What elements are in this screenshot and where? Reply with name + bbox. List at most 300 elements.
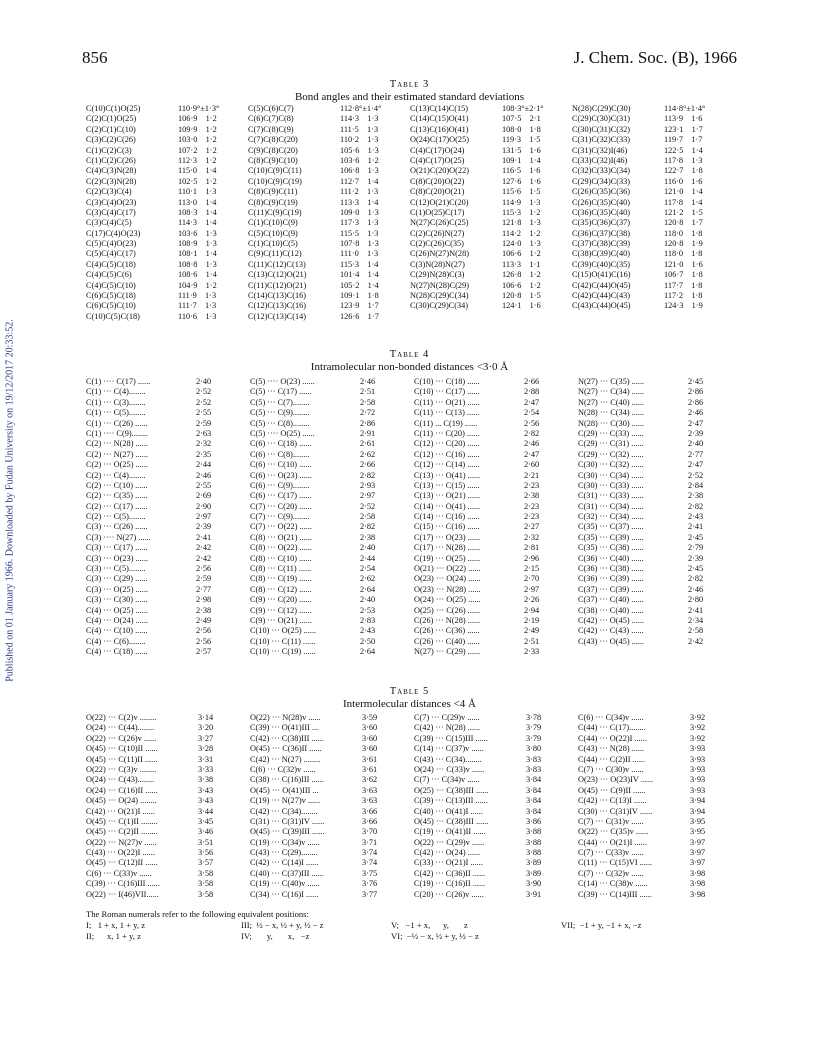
- table-cell-label: C(2) ··· C(17) ......: [86, 501, 148, 511]
- table-cell-label: C(15)O(41)C(16): [572, 270, 631, 280]
- position-entry: III; ½ − x, ½ + y, ½ − z: [241, 920, 324, 930]
- table-cell-value: 2·19: [524, 615, 540, 625]
- table-cell-label: C(7) ··· C(34)v ......: [414, 775, 480, 785]
- table-cell-label: C(9) ··· O(21) ......: [250, 615, 312, 625]
- table-cell-value: 3·74: [362, 858, 378, 868]
- table-cell-value: 2·58: [688, 626, 704, 636]
- table-cell-label: C(38)C(39)C(40): [572, 249, 631, 259]
- table-cell-label: C(17)C(4)O(23): [86, 228, 141, 238]
- table-cell-label: C(42)C(44)O(45): [572, 280, 631, 290]
- table-cell-label: C(5) ···· O(23) ......: [250, 377, 315, 386]
- table-cell-value: 103·0 1·2: [178, 135, 217, 145]
- table-cell-value: 2·41: [196, 532, 212, 542]
- table-cell-value: 109·1 1·8: [340, 291, 379, 301]
- table5-col3-labels: [578, 713, 690, 900]
- table-cell-label: C(42) ··· C(14)I ......: [250, 858, 319, 868]
- table3-label: Table 3: [389, 79, 430, 90]
- table-cell-label: C(2) ··· N(27) ......: [86, 449, 148, 459]
- table-cell-label: C(19) ··· N(27)v ......: [250, 796, 321, 806]
- table3-caption: [82, 78, 737, 104]
- table-cell-label: C(42) ··· N(28) ......: [414, 723, 481, 733]
- table-cell-value: 106·6 1·2: [502, 280, 541, 290]
- page-header: [82, 48, 737, 72]
- position-entry: VI; −½ − x, ½ + y, ½ − z: [391, 931, 479, 941]
- table-cell-label: C(1)C(2)C(26): [86, 155, 136, 165]
- table-cell-value: 104·9 1·2: [178, 280, 217, 290]
- table-cell-value: 2·58: [360, 397, 376, 407]
- table-cell-label: C(5) ··· C(8)........: [250, 418, 310, 428]
- table-cell-value: 3·86: [526, 816, 542, 826]
- table-cell-label: N(27) ··· C(34) ......: [578, 387, 645, 397]
- table-cell-label: C(42) ··· C(38)III ......: [250, 733, 324, 743]
- table-cell-label: C(14) ··· O(41) ......: [414, 501, 481, 511]
- table-cell-label: C(8)C(20)O(22): [410, 176, 465, 186]
- table-cell-label: C(3)C(4)C(5): [86, 218, 132, 228]
- table5-col2-values: [526, 713, 578, 900]
- table-cell-value: 2·45: [688, 564, 704, 574]
- table-cell-value: 3·79: [526, 733, 542, 743]
- table-cell-value: 2·32: [524, 532, 540, 542]
- table-cell-value: 112·7 1·4: [340, 176, 379, 186]
- table-cell-value: 3·95: [690, 816, 706, 826]
- table-cell-value: 2·69: [196, 491, 212, 501]
- table-cell-value: 2·56: [196, 564, 212, 574]
- table-cell-value: 2·47: [688, 460, 704, 470]
- table-cell-label: O(22) ··· N(28)v ......: [250, 713, 321, 722]
- table-cell-value: 103·6 1·3: [178, 228, 217, 238]
- table5-col1-values: [362, 713, 414, 900]
- table-cell-value: 3·63: [362, 796, 378, 806]
- table-cell-value: 2·33: [524, 647, 540, 657]
- table-cell-value: 2·46: [524, 439, 540, 449]
- table-cell-value: 3·62: [362, 775, 378, 785]
- table-cell-value: 2·42: [688, 636, 704, 646]
- table-cell-value: 3·61: [362, 754, 378, 764]
- table-cell-value: 3·94: [690, 806, 706, 816]
- table-cell-label: C(43) ··· O(45) ......: [578, 636, 645, 646]
- table-cell-value: 3·58: [198, 868, 214, 878]
- table-cell-label: C(39) ··· C(15)III ......: [414, 733, 488, 743]
- table-cell-value: 3·93: [690, 754, 706, 764]
- table-cell-label: C(43)C(44)O(45): [572, 301, 631, 311]
- table-cell-value: 111·2 1·3: [340, 187, 379, 197]
- table-cell-label: O(21) ··· O(22) ......: [414, 564, 481, 574]
- table-cell-value: 2·38: [524, 491, 540, 501]
- journal-title: J. Chem. Soc. (B), 1966: [573, 48, 737, 67]
- table-cell-label: C(1) ··· C(3)........: [86, 397, 146, 407]
- table-cell-label: C(5) ··· C(7)........: [250, 397, 310, 407]
- table-cell-value: 2·35: [196, 449, 212, 459]
- table-cell-value: 2·63: [196, 428, 212, 438]
- table-cell-value: 2·55: [196, 480, 212, 490]
- table-cell-value: 3·98: [690, 868, 706, 878]
- table-cell-value: 2·84: [688, 480, 704, 490]
- table-cell-value: 3·43: [198, 785, 214, 795]
- table-cell-label: C(4)C(5)C(10): [86, 280, 136, 290]
- table-cell-label: C(31)C(32)I(46): [572, 145, 628, 155]
- table-cell-label: C(30) ··· C(32) ......: [578, 460, 644, 470]
- table-cell-value: 124·0 1·3: [502, 239, 541, 249]
- table-cell-label: C(1) ··· C(26) ......: [86, 418, 148, 428]
- table-cell-value: 3·88: [526, 848, 542, 858]
- table-cell-label: C(44) ··· O(21)I ......: [578, 837, 647, 847]
- position-entry: V; −1 + x, y, z: [391, 920, 468, 930]
- table-cell-value: 2·40: [360, 543, 376, 553]
- table-cell-value: 110·2 1·3: [340, 135, 379, 145]
- table-cell-label: O(22) ··· C(35)v ......: [578, 827, 649, 837]
- table-cell-value: 2·86: [688, 397, 704, 407]
- table-cell-value: 119·7 1·7: [664, 135, 703, 145]
- table-cell-value: 2·23: [524, 512, 540, 522]
- table-cell-label: N(28)C(29)C(30): [572, 104, 631, 113]
- table-cell-value: 3·94: [690, 796, 706, 806]
- table-cell-value: 3·84: [526, 775, 542, 785]
- table-cell-label: C(30) ··· C(31)IV ......: [578, 806, 653, 816]
- table-cell-label: C(13)C(16)O(41): [410, 124, 469, 134]
- table-cell-label: C(6) ··· C(10) ......: [250, 460, 312, 470]
- table-cell-value: 3·57: [198, 858, 214, 868]
- table-cell-value: 2·45: [688, 532, 704, 542]
- table-cell-label: C(10) ··· C(11) ......: [250, 636, 316, 646]
- table3-bond-angles: [86, 104, 746, 322]
- table-cell-label: C(29) ··· C(33) ......: [578, 428, 644, 438]
- table-cell-label: C(12) ··· C(16) ......: [414, 449, 480, 459]
- table-cell-value: 3·93: [690, 764, 706, 774]
- table-cell-value: 2·97: [524, 584, 540, 594]
- table-cell-label: O(22) ··· C(3)v ........: [86, 764, 157, 774]
- table-cell-label: N(27)C(26)C(25): [410, 218, 469, 228]
- table-cell-label: C(4) ··· C(6)........: [86, 636, 146, 646]
- table-cell-label: C(35) ··· C(37) ......: [578, 522, 644, 532]
- table-cell-value: 2·97: [196, 512, 212, 522]
- table4-col3-values: [688, 377, 742, 658]
- table-cell-value: 3·66: [362, 816, 378, 826]
- table4-col1-labels: [250, 377, 360, 658]
- table-cell-value: 3·84: [526, 785, 542, 795]
- table-cell-label: C(4)C(17)O(25): [410, 155, 465, 165]
- table-cell-label: C(30)C(31)C(32): [572, 124, 631, 134]
- table-cell-value: 3·46: [198, 827, 214, 837]
- table-cell-value: 3·59: [362, 713, 378, 722]
- table-cell-value: 117·8 1·3: [664, 155, 703, 165]
- table4-col3-labels: [578, 377, 688, 658]
- table-cell-label: C(36) ··· C(38) ......: [578, 564, 644, 574]
- table-cell-label: C(19) ··· C(16)II ......: [414, 879, 486, 889]
- table-cell-label: O(23) ··· N(28) ......: [414, 584, 481, 594]
- table-cell-value: 112·3 1·2: [178, 155, 217, 165]
- table-cell-label: C(5)C(4)O(23): [86, 239, 137, 249]
- table-cell-label: C(7)C(8)C(9): [248, 124, 294, 134]
- table-cell-label: C(26) ··· N(28) ......: [414, 615, 481, 625]
- table-cell-label: C(1) ···· C(9)........: [86, 428, 149, 438]
- table5-col3-values: [690, 713, 742, 900]
- table-cell-label: C(7) ··· O(22) ......: [250, 522, 312, 532]
- table-cell-label: O(24) ··· C(33)v ......: [414, 764, 485, 774]
- table-cell-value: 126·6 1·7: [340, 311, 379, 321]
- table-cell-value: 2·81: [524, 543, 540, 553]
- table-cell-label: C(8)C(9)C(11): [248, 187, 298, 197]
- table5-caption: [82, 685, 737, 711]
- table-cell-value: 3·45: [198, 816, 214, 826]
- table-cell-label: C(4) ··· C(10) ......: [86, 626, 148, 636]
- table-cell-label: C(6) ··· O(23) ......: [250, 470, 312, 480]
- table-cell-label: C(14) ··· C(16) ......: [414, 512, 480, 522]
- table-cell-label: C(10) ··· O(25) ......: [250, 626, 317, 636]
- table-cell-value: 114·3 1·4: [178, 218, 217, 228]
- table-cell-value: 111·7 1·3: [178, 301, 217, 311]
- table-cell-value: 2·52: [688, 470, 704, 480]
- table-cell-value: 113·3 1·4: [340, 197, 379, 207]
- table-cell-label: C(31) ··· C(34) ......: [578, 501, 644, 511]
- table-cell-label: C(44) ··· O(22)I ......: [578, 733, 647, 743]
- table-cell-value: 2·50: [360, 636, 376, 646]
- table-cell-value: 106·9 1·2: [178, 114, 217, 124]
- table-cell-value: 2·79: [688, 543, 704, 553]
- table-cell-value: 3·97: [690, 837, 706, 847]
- table-cell-value: 2·49: [196, 615, 212, 625]
- table-cell-value: 3·60: [362, 744, 378, 754]
- table-cell-label: C(43) ··· C(29)........: [250, 848, 318, 858]
- table-cell-value: 3·77: [362, 889, 378, 899]
- table-cell-value: 2·44: [360, 553, 376, 563]
- table-cell-label: O(45) ··· C(39)III ......: [250, 827, 325, 837]
- table-cell-label: C(2)C(26)N(27): [410, 228, 465, 238]
- table-cell-value: 2·90: [196, 501, 212, 511]
- table-cell-value: 2·96: [524, 553, 540, 563]
- table-cell-value: 2·47: [688, 418, 704, 428]
- table-cell-value: 2·15: [524, 564, 540, 574]
- table-cell-label: C(32)C(33)C(34): [572, 166, 631, 176]
- table-cell-label: C(13)C(14)C(15): [410, 104, 469, 113]
- table-cell-label: C(10) ··· C(17) ......: [414, 387, 480, 397]
- table-cell-label: C(17) ··· O(23) ......: [414, 532, 481, 542]
- table-cell-value: 3·14: [198, 713, 214, 722]
- table-cell-label: C(43) ··· N(28) ......: [578, 744, 645, 754]
- table-cell-label: C(42) ··· C(13)I ......: [578, 796, 647, 806]
- table-cell-label: C(7) ··· C(20) ......: [250, 501, 312, 511]
- table-cell-label: C(20) ··· C(26)v ......: [414, 889, 484, 899]
- position-entry: IV; y, x, −z: [241, 931, 310, 941]
- table-cell-value: 2·53: [360, 605, 376, 615]
- table-cell-label: C(36)C(35)C(40): [572, 207, 631, 217]
- table-cell-label: N(28) ··· C(34) ......: [578, 408, 645, 418]
- table-cell-value: 2·60: [524, 460, 540, 470]
- table-cell-value: 113·9 1·6: [664, 114, 703, 124]
- table5-col2-labels: [414, 713, 526, 900]
- table-cell-value: 2·66: [360, 460, 376, 470]
- table-cell-value: 2·77: [688, 449, 704, 459]
- table-cell-value: 109·9 1·2: [178, 124, 217, 134]
- table-cell-value: 3·84: [526, 796, 542, 806]
- table-cell-value: 3·61: [362, 764, 378, 774]
- table-cell-value: 2·51: [524, 636, 540, 646]
- table-cell-label: C(10)C(1)O(25): [86, 104, 141, 113]
- table-cell-label: C(3)N(28)N(27): [410, 259, 465, 269]
- table-cell-value: 114·9 1·3: [502, 197, 541, 207]
- table-cell-value: 2·82: [688, 501, 704, 511]
- table-cell-value: 2·52: [196, 397, 212, 407]
- table-cell-value: 114·2 1·2: [502, 228, 541, 238]
- table-cell-label: C(7) ··· C(32)v ......: [578, 868, 644, 878]
- table-cell-value: 113·0 1·4: [178, 197, 217, 207]
- table-cell-value: 117·3 1·3: [340, 218, 379, 228]
- table-cell-value: 2·51: [360, 387, 376, 397]
- table5-col0-labels: [86, 713, 198, 900]
- table-cell-label: C(44) ··· C(2)II ......: [578, 754, 646, 764]
- table-cell-label: C(38) ··· C(16)III ......: [250, 775, 324, 785]
- table-cell-label: C(5) ···· O(25) ......: [250, 428, 315, 438]
- table-cell-value: 108·1 1·4: [178, 249, 217, 259]
- table-cell-label: C(37) ··· C(40) ......: [578, 595, 644, 605]
- table-cell-label: C(10) ··· C(19) ......: [250, 647, 316, 657]
- watermark-text: Published on 01 January 1966. Downloaded by Fudan University on 19/12/2017 20:33:52.: [4, 319, 16, 682]
- table-cell-value: 3·44: [198, 806, 214, 816]
- table-cell-value: 103·6 1·2: [340, 155, 379, 165]
- table-cell-value: 2·98: [196, 595, 212, 605]
- table-cell-value: 3·98: [690, 879, 706, 889]
- table-cell-label: N(27)N(28)C(29): [410, 280, 469, 290]
- table-cell-label: N(28)C(29)C(34): [410, 291, 469, 301]
- table-cell-value: 3·89: [526, 868, 542, 878]
- table-cell-value: 3·83: [526, 764, 542, 774]
- table4-intramolecular: [86, 377, 746, 658]
- table-cell-label: O(24) ··· O(25) ......: [414, 595, 481, 605]
- table-cell-label: C(11) ··· O(21) ......: [414, 397, 480, 407]
- table-cell-value: 2·97: [360, 491, 376, 501]
- table-cell-value: 123·1 1·7: [664, 124, 703, 134]
- table-cell-value: 3·70: [362, 827, 378, 837]
- table-cell-value: 2·58: [360, 512, 376, 522]
- table-cell-label: C(9)C(11)C(12): [248, 249, 302, 259]
- table-cell-value: 118·0 1·8: [664, 228, 703, 238]
- table-cell-value: 2·46: [196, 470, 212, 480]
- table-cell-label: C(37)C(38)C(39): [572, 239, 631, 249]
- table-cell-label: C(29)C(34)C(33): [572, 176, 631, 186]
- table-cell-label: C(2) ··· O(25) ......: [86, 460, 148, 470]
- table-cell-value: 2·42: [196, 553, 212, 563]
- table-cell-label: C(10)C(9)C(19): [248, 176, 302, 186]
- table-cell-value: 105·2 1·4: [340, 280, 379, 290]
- table-cell-value: 115·6 1·5: [502, 187, 541, 197]
- table-cell-label: C(17) ··· N(28) ......: [414, 543, 481, 553]
- table-cell-label: C(39) ··· C(16)III ......: [86, 879, 160, 889]
- table5-title: Intermolecular distances <4 Å: [343, 698, 476, 710]
- table-cell-label: C(2)C(1)O(25): [86, 114, 137, 124]
- table-cell-value: 120·8 1·7: [664, 218, 703, 228]
- table-cell-label: C(2)C(3)N(28): [86, 176, 137, 186]
- table3-col1-values: [340, 104, 410, 322]
- position-entry: I; 1 + x, 1 + y, z: [86, 920, 146, 930]
- table-cell-value: 3·31: [198, 754, 214, 764]
- table-cell-value: 2·59: [196, 418, 212, 428]
- table-cell-label: C(35)C(36)C(37): [572, 218, 631, 228]
- table-cell-label: O(22) ··· C(26)v ......: [86, 733, 157, 743]
- table-cell-label: O(22) ··· I(46)VII......: [86, 889, 159, 899]
- table-cell-label: C(11) ··· C(15)VI ......: [578, 858, 653, 868]
- table-cell-label: C(6) ··· C(9)........: [250, 480, 310, 490]
- table-cell-value: 111·5 1·3: [340, 124, 379, 134]
- table-cell-label: O(21)C(20)O(22): [410, 166, 469, 176]
- table-cell-value: 3·91: [526, 889, 542, 899]
- table-cell-label: C(1)C(10)C(9): [248, 218, 298, 228]
- table-cell-label: C(2) ··· C(35) ......: [86, 491, 148, 501]
- table-cell-value: 109·1 1·4: [502, 155, 541, 165]
- table-cell-value: 2·44: [196, 460, 212, 470]
- table-cell-label: C(1)C(2)C(3): [86, 145, 132, 155]
- table-cell-label: C(11) ··· C(13) ......: [414, 408, 480, 418]
- table-cell-label: C(42) ··· O(45) ......: [578, 615, 645, 625]
- table-cell-label: C(39) ··· C(13)III ......: [414, 796, 488, 806]
- table-cell-value: 2·34: [688, 615, 704, 625]
- table-cell-value: 107·2 1·2: [178, 145, 217, 155]
- table-cell-label: O(22) ··· N(27)v ......: [86, 837, 157, 847]
- table4-col0-labels: [86, 377, 196, 658]
- table-cell-value: 2·82: [360, 522, 376, 532]
- table-cell-label: C(7)C(8)C(20): [248, 135, 298, 145]
- table-cell-value: 2·52: [196, 387, 212, 397]
- table-cell-label: C(8)C(20)O(21): [410, 187, 465, 197]
- table-cell-label: C(19) ··· O(41)II ......: [414, 827, 486, 837]
- table-cell-value: 2·39: [688, 553, 704, 563]
- table-cell-value: 2·86: [360, 418, 376, 428]
- table-cell-label: C(3)C(4)C(17): [86, 207, 136, 217]
- table-cell-label: C(3) ··· C(30) ......: [86, 595, 148, 605]
- table-cell-label: C(11)C(9)C(19): [248, 207, 302, 217]
- table-cell-label: C(4) ··· O(25) ......: [86, 605, 148, 615]
- table-cell-label: C(4)C(3)N(28): [86, 166, 137, 176]
- table-cell-value: 108·0 1·8: [502, 124, 541, 134]
- table-cell-value: 3·92: [690, 733, 706, 743]
- table-cell-label: O(23) ··· O(24) ......: [414, 574, 481, 584]
- table-cell-label: C(26) ··· C(40) ......: [414, 636, 480, 646]
- table-cell-label: C(1)O(25)C(17): [410, 207, 465, 217]
- table3-col0-labels: [86, 104, 178, 322]
- table-cell-label: O(24) ··· C(44)........: [86, 723, 155, 733]
- table-cell-value: 117·2 1·8: [664, 291, 703, 301]
- position-entry: VII; −1 + y, −1 + x, −z: [561, 920, 642, 930]
- table-cell-label: C(6) ··· C(32)v ......: [250, 764, 316, 774]
- table-cell-value: 111·0 1·3: [340, 249, 379, 259]
- table-cell-label: O(45) ··· C(1)II ........: [86, 816, 158, 826]
- table-cell-value: 2·40: [688, 439, 704, 449]
- table-cell-value: 3·20: [198, 723, 214, 733]
- table-cell-label: C(3) ··· C(17) ......: [86, 543, 148, 553]
- table-cell-value: 2·55: [196, 408, 212, 418]
- table-cell-value: 2·40: [360, 595, 376, 605]
- table-cell-value: 115·3 1·2: [502, 207, 541, 217]
- table-cell-value: 3·33: [198, 764, 214, 774]
- table-cell-label: C(8)C(9)C(10): [248, 155, 298, 165]
- table-cell-label: C(30) ··· C(34) ......: [578, 470, 644, 480]
- table-cell-value: 108·3°±2·1°: [502, 104, 544, 113]
- table-cell-label: C(36)C(37)C(38): [572, 228, 631, 238]
- table-cell-value: 2·46: [360, 377, 376, 386]
- table-cell-value: 2·91: [360, 428, 376, 438]
- table4-caption: [82, 348, 737, 374]
- table-cell-value: 117·7 1·8: [664, 280, 703, 290]
- table-cell-label: C(1)C(10)C(5): [248, 239, 298, 249]
- table-cell-value: 116·0 1·6: [664, 176, 703, 186]
- table-cell-label: O(24) ··· C(16)II ......: [86, 785, 158, 795]
- table-cell-value: 121·0 1·4: [664, 187, 703, 197]
- table-cell-label: C(6)C(5)C(10): [86, 301, 136, 311]
- table-cell-value: 108·6 1·4: [178, 270, 217, 280]
- table-cell-value: 2·45: [688, 377, 704, 386]
- table-cell-label: C(13)C(12)O(21): [248, 270, 307, 280]
- table-cell-label: C(11)C(12)C(13): [248, 259, 306, 269]
- position-row: [86, 931, 746, 942]
- table-cell-label: O(24) ··· C(43)........: [86, 775, 155, 785]
